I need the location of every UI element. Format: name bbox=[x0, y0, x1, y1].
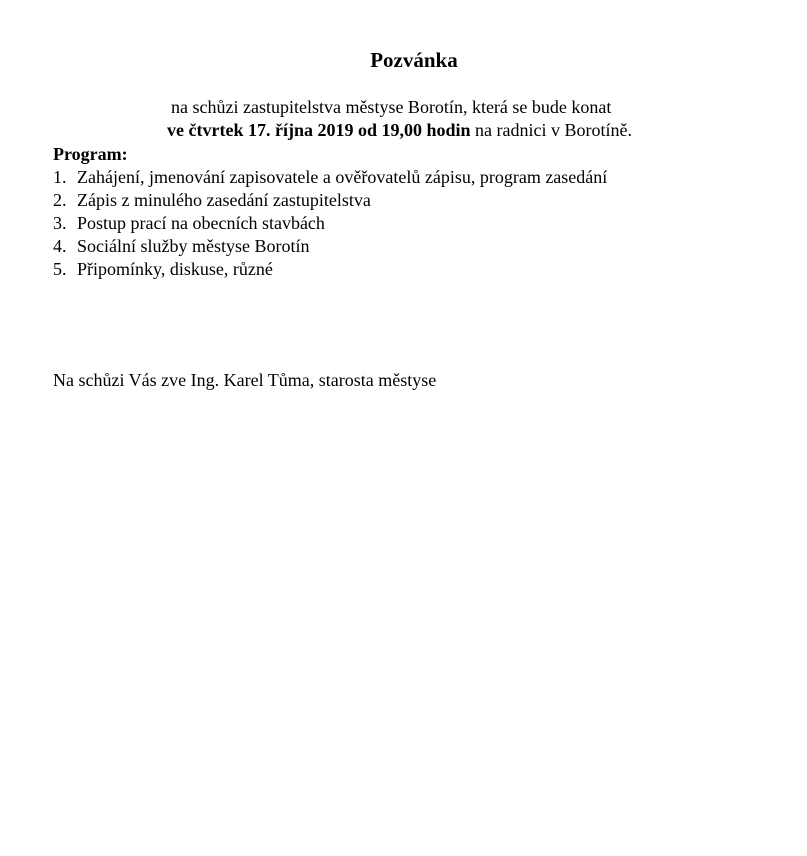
program-section bbox=[53, 143, 773, 281]
agenda-item bbox=[53, 235, 773, 258]
agenda-item-number: 1. bbox=[53, 167, 67, 187]
agenda-item-number: 4. bbox=[53, 236, 67, 256]
meeting-place: na radnici v Borotíně. bbox=[470, 120, 632, 140]
agenda-item-text: Zahájení, jmenování zapisovatele a ověřovatelů zápisu, program zasedání bbox=[77, 167, 608, 187]
intro-paragraph bbox=[167, 96, 787, 142]
agenda-item-text: Sociální služby městyse Borotín bbox=[77, 236, 310, 256]
agenda-item-number: 3. bbox=[53, 213, 67, 233]
intro-line-meeting: na schůzi zastupitelstva městyse Borotín, která se bude konat bbox=[171, 97, 612, 117]
meeting-date-time: ve čtvrtek 17. října 2019 od 19,00 hodin bbox=[167, 120, 471, 140]
agenda-item bbox=[53, 189, 773, 212]
agenda-item-number: 2. bbox=[53, 190, 67, 210]
agenda-list bbox=[53, 166, 773, 281]
document-title: Pozvánka bbox=[370, 48, 458, 72]
closing-signature-line: Na schůzi Vás zve Ing. Karel Tůma, starosta městyse bbox=[53, 370, 437, 390]
program-heading: Program: bbox=[53, 144, 128, 164]
agenda-item-text: Připomínky, diskuse, různé bbox=[77, 259, 273, 279]
agenda-item-text: Zápis z minulého zasedání zastupitelstva bbox=[77, 190, 371, 210]
agenda-item-text: Postup prací na obecních stavbách bbox=[77, 213, 325, 233]
agenda-item bbox=[53, 258, 773, 281]
intro-line-date bbox=[167, 119, 787, 142]
agenda-item-number: 5. bbox=[53, 259, 67, 279]
agenda-item bbox=[53, 212, 773, 235]
agenda-item bbox=[53, 166, 773, 189]
